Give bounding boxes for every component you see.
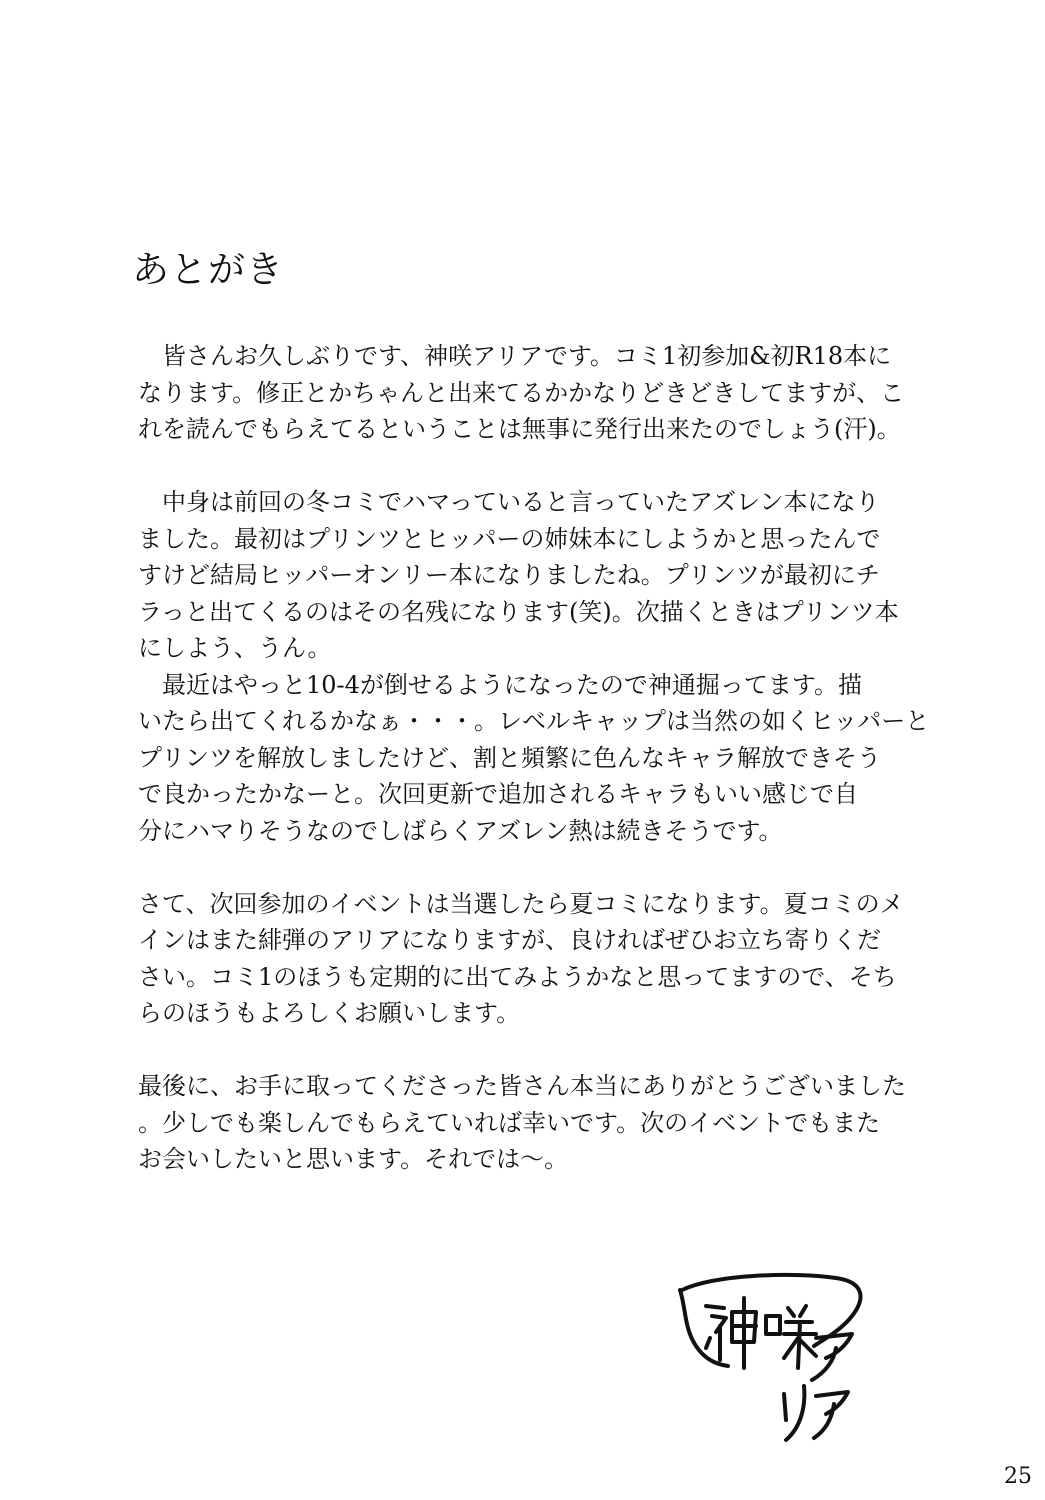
page-number: 25	[1004, 1464, 1032, 1489]
handwritten-signature	[676, 1268, 872, 1448]
text-line: いたら出てくれるかなぁ・・・。レベルキャップは当然の如くヒッパーと	[138, 707, 930, 735]
paragraph-3	[138, 886, 904, 1032]
text-line: お会いしたいと思います。それでは～。	[138, 1145, 569, 1173]
afterword-body	[138, 338, 930, 1178]
text-line: ました。最初はプリンツとヒッパーの姉妹本にしようかと思ったんで	[138, 524, 881, 553]
text-line: さて、次回参加のイベントは当選したら夏コミになります。夏コミのメ	[138, 889, 904, 918]
text-line: プリンツを解放しましたけど、割と頻繁に色んなキャラ解放できそう	[138, 743, 882, 772]
text-line: 分にハマりそうなのでしばらくアズレン熱は続きそうです。	[138, 816, 783, 845]
paragraph-gap	[138, 849, 828, 886]
text-line: 皆さんお久しぶりです、神咲アリアです。コミ1初参加&初R18本に	[138, 342, 892, 370]
page-title: あとがき	[132, 248, 284, 291]
text-line: ラっと出てくるのはその名残になります(笑)。次描くときはプリンツ本	[138, 597, 899, 626]
text-line: らのほうもよろしくお願いします。	[138, 999, 521, 1027]
text-line: なります。修正とかちゃんと出来てるかかなりどきどきしてますが、こ	[138, 378, 905, 407]
paragraph-gap	[138, 448, 828, 485]
paragraph-gap	[138, 1032, 828, 1069]
text-line: インはまた緋弾のアリアになりますが、良ければぜひお立ち寄りくだ	[138, 926, 882, 954]
text-line: 最後に、お手に取ってくださった皆さん本当にありがとうございました	[138, 1072, 906, 1100]
text-line: すけど結局ヒッパーオンリー本になりましたね。プリンツが最初にチ	[138, 561, 880, 589]
text-line: 。少しでも楽しんでもらえていれば幸いです。次のイベントでもまた	[138, 1108, 881, 1137]
paragraph-1	[138, 338, 905, 448]
text-line: 最近はやっと10-4が倒せるようになったので神通掘ってます。描	[138, 670, 862, 699]
text-line: で良かったかなーと。次回更新で追加されるキャラもいい感じで自	[138, 780, 858, 808]
paragraph-4	[138, 1068, 906, 1178]
text-line: 中身は前回の冬コミでハマっていると言っていたアズレン本になり	[138, 488, 880, 516]
paragraph-2	[138, 484, 930, 849]
text-line: さい。コミ1のほうも定期的に出てみようかなと思ってますので、そち	[138, 962, 897, 991]
text-line: にしよう、うん。	[138, 634, 332, 662]
text-line: れを読んでもらえてるということは無事に発行出来たのでしょう(汗)。	[138, 415, 901, 443]
